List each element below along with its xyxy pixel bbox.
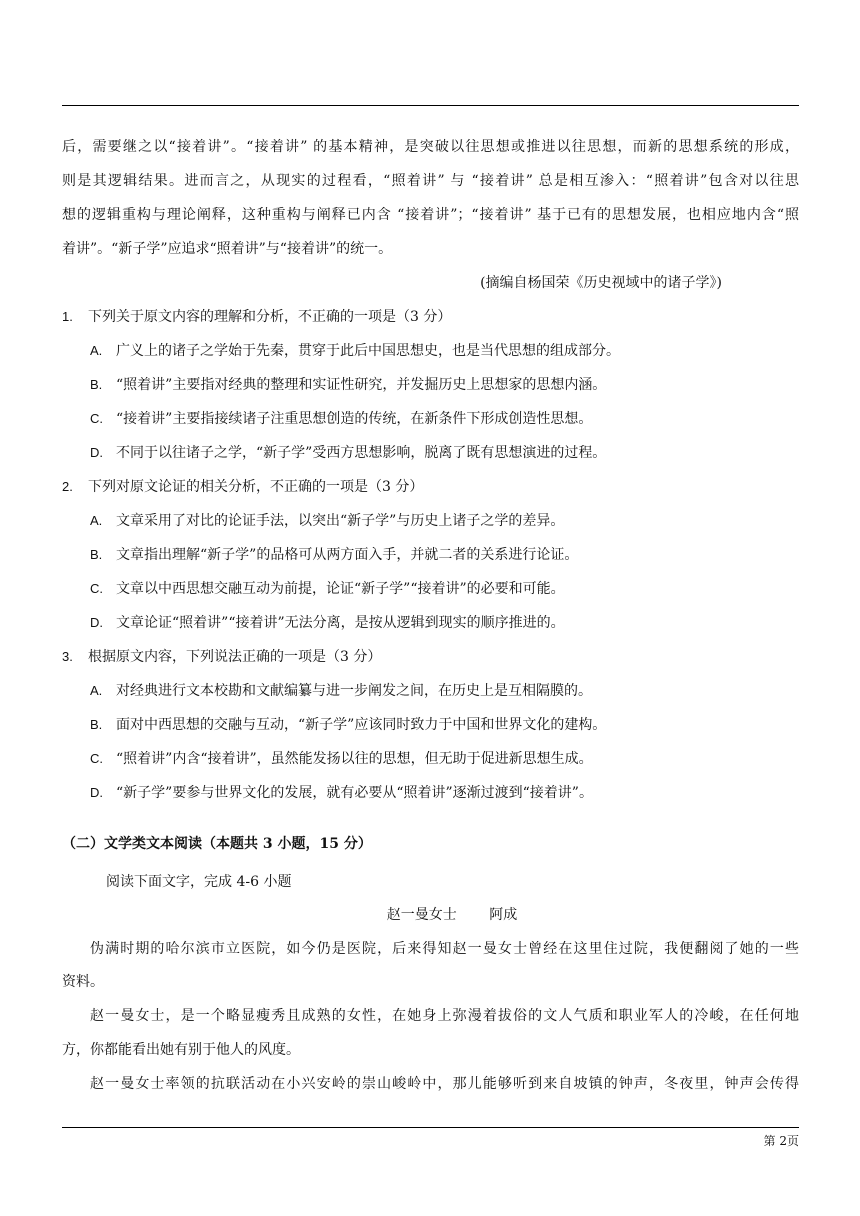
option-letter: A. [90,683,103,698]
option-3a [90,681,592,701]
option-text: “接着讲”主要指接续诸子注重思想创造的传统，在新条件下形成创造性思想。 [116,411,593,427]
option-letter: B. [90,717,103,732]
question-number: 2. [62,479,73,494]
passage-line: 则是其逻辑结果。进而言之，从现实的过程看，“照着讲” 与 “接着讲” 总是相互渗入：“照着讲”包含对以往思 [62,173,799,189]
page-number: 第 2页 [763,1134,799,1148]
option-text: “新子学”要参与世界文化的发展，就有必要从“照着讲”逐渐过渡到“接着讲”。 [116,785,593,801]
story-line: 伪满时期的哈尔滨市立医院，如今仍是医院，后来得知赵一曼女士曾经在这里住过院，我便翻阅了她的一些 [90,941,799,957]
option-text: 广义上的诸子之学始于先秦，贯穿于此后中国思想史，也是当代思想的组成部分。 [116,343,620,359]
question-number: 1. [62,309,73,324]
option-text: 不同于以往诸子之学，“新子学”受西方思想影响，脱离了既有思想演进的过程。 [116,445,607,461]
story-title: 赵一曼女士 阿成 [386,907,518,923]
option-1b [90,375,606,395]
option-text: 文章论证“照着讲”“接着讲”无法分离，是按从逻辑到现实的顺序推进的。 [116,615,565,631]
option-3d [90,783,593,803]
option-text: 文章采用了对比的论证手法，以突出“新子学”与历史上诸子之学的差异。 [116,513,565,529]
option-letter: B. [90,377,103,392]
option-letter: D. [90,785,103,800]
option-text: 面对中西思想的交融与互动，“新子学”应该同时致力于中国和世界文化的建构。 [116,717,607,733]
option-3b [90,715,606,735]
passage-line: 着讲”。“新子学”应追求“照着讲”与“接着讲”的统一。 [62,241,393,257]
option-text: “照着讲”内含“接着讲”，虽然能发扬以往的思想，但无助于促进新思想生成。 [116,751,593,767]
story-line: 资料。 [62,974,104,990]
reading-instruction: 阅读下面文字，完成 4-6 小题 [106,874,292,890]
question-stem: 下列关于原文内容的理解和分析，不正确的一项是（3 分） [88,309,452,325]
option-letter: B. [90,547,103,562]
passage-line: 后，需要继之以“接着讲”。“接着讲” 的基本精神，是突破以往思想或推进以往思想，而新的思想系统的形成， [62,139,799,155]
question-number: 3. [62,649,73,664]
story-line: 方，你都能看出她有别于他人的风度。 [62,1042,300,1058]
story-line: 赵一曼女士率领的抗联活动在小兴安岭的崇山峻岭中，那儿能够听到来自坡镇的钟声，冬夜里，钟声会传得 [90,1076,799,1092]
question-1 [62,307,451,327]
footer-rule [62,1127,799,1128]
section-heading: （二）文学类文本阅读（本题共 3 小题，15 分） [62,836,372,852]
option-1a [90,341,620,361]
question-stem: 根据原文内容，下列说法正确的一项是（3 分） [88,649,382,665]
option-2c [90,579,565,599]
option-3c [90,749,593,769]
source-citation: (摘编自杨国荣《历史视域中的诸子学》) [480,275,722,291]
option-text: 文章指出理解“新子学”的品格可从两方面入手，并就二者的关系进行论证。 [116,547,579,563]
option-text: 对经典进行文本校勘和文献编纂与进一步阐发之间，在历史上是互相隔膜的。 [116,683,592,699]
option-2b [90,545,578,565]
story-line: 赵一曼女士，是一个略显瘦秀且成熟的女性，在她身上弥漫着拔俗的文人气质和职业军人的冷峻，在任何地 [90,1008,799,1024]
header-rule [62,105,799,106]
question-2 [62,477,423,497]
option-letter: C. [90,411,103,426]
option-letter: D. [90,615,103,630]
option-letter: A. [90,513,103,528]
option-letter: C. [90,751,103,766]
option-letter: A. [90,343,103,358]
option-2a [90,511,564,531]
option-1c [90,409,592,429]
option-text: 文章以中西思想交融互动为前提，论证“新子学”“接着讲”的必要和可能。 [116,581,565,597]
option-text: “照着讲”主要指对经典的整理和实证性研究，并发掘历史上思想家的思想内涵。 [116,377,607,393]
option-letter: D. [90,445,103,460]
option-1d [90,443,606,463]
passage-line: 想的逻辑重构与理论阐释，这种重构与阐释已内含 “接着讲”；“接着讲” 基于已有的思想发展，也相应地内含“照 [62,207,799,223]
question-3 [62,647,381,667]
question-stem: 下列对原文论证的相关分析，不正确的一项是（3 分） [88,479,424,495]
option-2d [90,613,565,633]
option-letter: C. [90,581,103,596]
